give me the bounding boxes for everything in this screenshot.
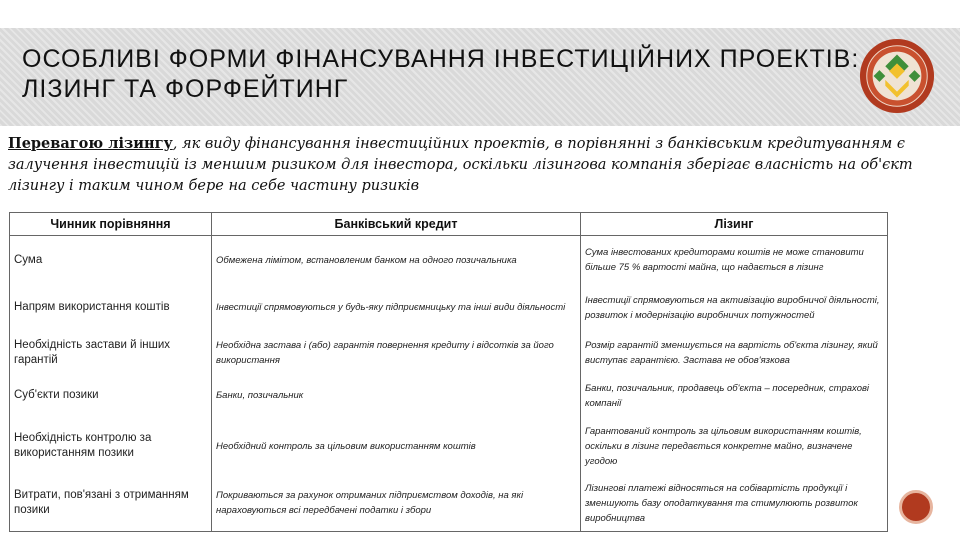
factor-cell: Необхідність контролю за використанням позики bbox=[10, 417, 212, 476]
table-row bbox=[10, 375, 888, 417]
bank-credit-cell: Інвестиції спрямовуються у будь-яку підприємницьку та інші види діяльності bbox=[212, 285, 581, 331]
bank-credit-cell: Необхідний контроль за цільовим використанням коштів bbox=[212, 417, 581, 476]
leasing-cell: Банки, позичальник, продавець об'єкта – посередник, страхові компанії bbox=[581, 375, 888, 417]
leasing-cell: Сума інвестованих кредиторами коштів не може становити більше 75 % вартості майна, що надається в лізинг bbox=[581, 236, 888, 285]
title-line-2: ЛІЗИНГ ТА ФОРФЕЙТИНГ bbox=[22, 75, 349, 103]
intro-paragraph bbox=[8, 133, 948, 197]
header-bank-credit: Банківський кредит bbox=[212, 213, 581, 236]
table-row bbox=[10, 331, 888, 375]
leasing-cell: Розмір гарантій зменшується на вартість об'єкта лізингу, який виступає гарантією. Застава не обов'язкова bbox=[581, 331, 888, 375]
comparison-table bbox=[9, 212, 888, 532]
header-factor: Чинник порівняння bbox=[10, 213, 212, 236]
leasing-cell: Лізингові платежі відносяться на собівартість продукції і зменшують базу оподаткування та стимулюють розвиток виробництва bbox=[581, 476, 888, 532]
bank-credit-cell: Обмежена лімітом, встановленим банком на одного позичальника bbox=[212, 236, 581, 285]
intro-lead: Перевагою лізингу bbox=[8, 135, 173, 152]
slide-badge-icon bbox=[899, 490, 933, 524]
intro-text: , як виду фінансування інвестиційних проектів, в порівнянні з банківським кредитуванням є залучення інвестицій із меншим ризиком для інвестора, оскільки лізингова компанія зберігає власність на об'єкт лізингу і таким чином бере на себе частину ризиків bbox=[8, 136, 913, 194]
title-line-1: ОСОБЛИВІ ФОРМИ ФІНАНСУВАННЯ ІНВЕСТИЦІЙНИХ ПРОЕКТІВ: bbox=[22, 45, 860, 73]
leasing-cell: Інвестиції спрямовуються на активізацію виробничої діяльності, розвиток і модернізацію виробничих потужностей bbox=[581, 285, 888, 331]
table-header-row bbox=[10, 213, 888, 236]
bank-credit-cell: Банки, позичальник bbox=[212, 375, 581, 417]
table-row bbox=[10, 476, 888, 532]
factor-cell: Суб'єкти позики bbox=[10, 375, 212, 417]
table-row bbox=[10, 417, 888, 476]
bank-credit-cell: Покриваються за рахунок отриманих підприємством доходів, на які нараховуються всі передбачені податки і збори bbox=[212, 476, 581, 532]
bank-credit-cell: Необхідна застава і (або) гарантія повернення кредиту і відсотків за його використання bbox=[212, 331, 581, 375]
factor-cell: Необхідність застави й інших гарантій bbox=[10, 331, 212, 375]
factor-cell: Напрям використання коштів bbox=[10, 285, 212, 331]
table-row bbox=[10, 285, 888, 331]
header-leasing: Лізинг bbox=[581, 213, 888, 236]
slide-title bbox=[22, 44, 862, 104]
university-emblem-icon bbox=[858, 37, 936, 115]
leasing-cell: Гарантований контроль за цільовим використанням коштів, оскільки в лізинг передається конкретне майно, визначене угодою bbox=[581, 417, 888, 476]
factor-cell: Витрати, пов'язані з отриманням позики bbox=[10, 476, 212, 532]
table-row bbox=[10, 236, 888, 285]
factor-cell: Сума bbox=[10, 236, 212, 285]
